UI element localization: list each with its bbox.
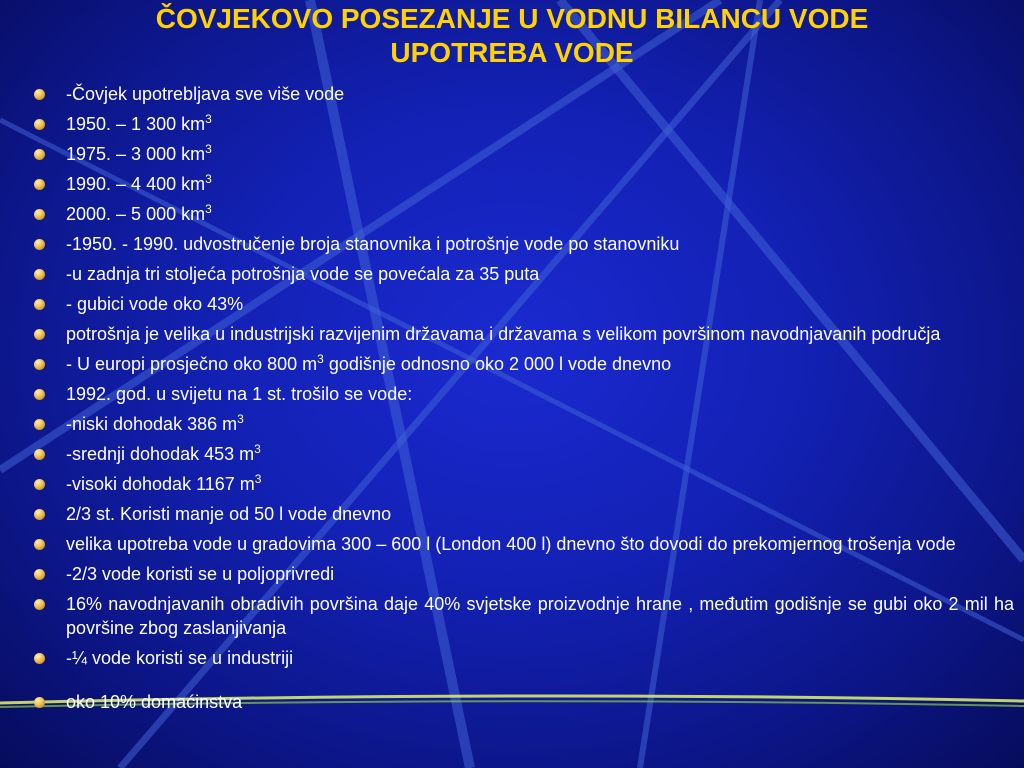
bullet-item (34, 142, 1014, 166)
bullet-text: -visoki dohodak 1167 m (66, 474, 255, 494)
orb-bullet-icon (34, 419, 45, 430)
bullet-text: -¼ vode koristi se u industriji (66, 648, 294, 668)
superscript: 3 (205, 202, 212, 216)
title-line-2: UPOTREBA VODE (390, 37, 634, 68)
bullet-text: 16% navodnjavanih obradivih površina daje 40% svjetske proizvodnje hrane , međutim godišnje se gubi oko 2 mil ha površine zbog zaslanjivanja (66, 594, 1014, 638)
bullet-text: 1990. – 4 400 km (66, 174, 206, 194)
bullet-text: oko 10% domaćinstva (66, 692, 243, 712)
bullet-text: - gubici vode oko 43% (66, 294, 244, 314)
orb-bullet-icon (34, 89, 45, 100)
bullet-text-after: godišnje odnosno oko 2 000 l vode dnevno (323, 354, 672, 374)
orb-bullet-icon (34, 539, 45, 550)
bullet-item (34, 322, 1014, 346)
orb-bullet-icon (34, 449, 45, 460)
orb-bullet-icon (34, 697, 45, 708)
superscript: 3 (237, 412, 244, 426)
bullet-item (34, 262, 1014, 286)
bullet-item (34, 352, 1014, 376)
superscript: 3 (205, 142, 212, 156)
bullet-text: - U europi prosječno oko 800 m (66, 354, 318, 374)
superscript: 3 (317, 352, 324, 366)
bullet-text: 2000. – 5 000 km (66, 204, 206, 224)
bullet-text: 2/3 st. Koristi manje od 50 l vode dnevno (66, 504, 392, 524)
bullet-text: -Čovjek upotrebljava sve više vode (66, 84, 345, 104)
orb-bullet-icon (34, 479, 45, 490)
bullet-item (34, 502, 1014, 526)
orb-bullet-icon (34, 149, 45, 160)
bullet-text: -2/3 vode koristi se u poljoprivredi (66, 564, 335, 584)
bullet-item (34, 412, 1014, 436)
bullet-item (34, 82, 1014, 106)
orb-bullet-icon (34, 599, 45, 610)
orb-bullet-icon (34, 509, 45, 520)
orb-bullet-icon (34, 329, 45, 340)
bullet-item (34, 592, 1014, 640)
bullet-text: -u zadnja tri stoljeća potrošnja vode se povećala za 35 puta (66, 264, 540, 284)
bullet-item (34, 172, 1014, 196)
bullet-text: velika upotreba vode u gradovima 300 – 600 l (London 400 l) dnevno što dovodi do prekomjernog trošenja vode (66, 534, 956, 554)
orb-bullet-icon (34, 119, 45, 130)
bullet-text: 1950. – 1 300 km (66, 114, 206, 134)
bullet-item (34, 472, 1014, 496)
orb-bullet-icon (34, 269, 45, 280)
orb-bullet-icon (34, 359, 45, 370)
superscript: 3 (205, 172, 212, 186)
orb-bullet-icon (34, 209, 45, 220)
bullet-item (34, 532, 1014, 556)
superscript: 3 (205, 112, 212, 126)
orb-bullet-icon (34, 179, 45, 190)
bullet-item (34, 202, 1014, 226)
bullet-text: -niski dohodak 386 m (66, 414, 238, 434)
bullet-item (34, 562, 1014, 586)
bullet-item (34, 292, 1014, 316)
bullet-text: 1992. god. u svijetu na 1 st. trošilo se vode: (66, 384, 413, 404)
bullet-list (34, 82, 1014, 720)
bullet-text: -srednji dohodak 453 m (66, 444, 255, 464)
bullet-item (34, 232, 1014, 256)
bullet-item (34, 382, 1014, 406)
bullet-item (34, 112, 1014, 136)
bullet-text: 1975. – 3 000 km (66, 144, 206, 164)
orb-bullet-icon (34, 653, 45, 664)
orb-bullet-icon (34, 389, 45, 400)
superscript: 3 (254, 442, 261, 456)
bullet-item (34, 646, 1014, 670)
bullet-item (34, 690, 1014, 714)
bullet-text: potrošnja je velika u industrijski razvijenim državama i državama s velikom površinom navodnjavanih područja (66, 324, 941, 344)
orb-bullet-icon (34, 569, 45, 580)
bullet-text: -1950. - 1990. udvostručenje broja stanovnika i potrošnje vode po stanovniku (66, 234, 680, 254)
slide-title (0, 2, 1024, 70)
title-line-1: ČOVJEKOVO POSEZANJE U VODNU BILANCU VODE (155, 3, 869, 34)
orb-bullet-icon (34, 239, 45, 250)
orb-bullet-icon (34, 299, 45, 310)
superscript: 3 (254, 472, 262, 486)
bullet-item (34, 442, 1014, 466)
